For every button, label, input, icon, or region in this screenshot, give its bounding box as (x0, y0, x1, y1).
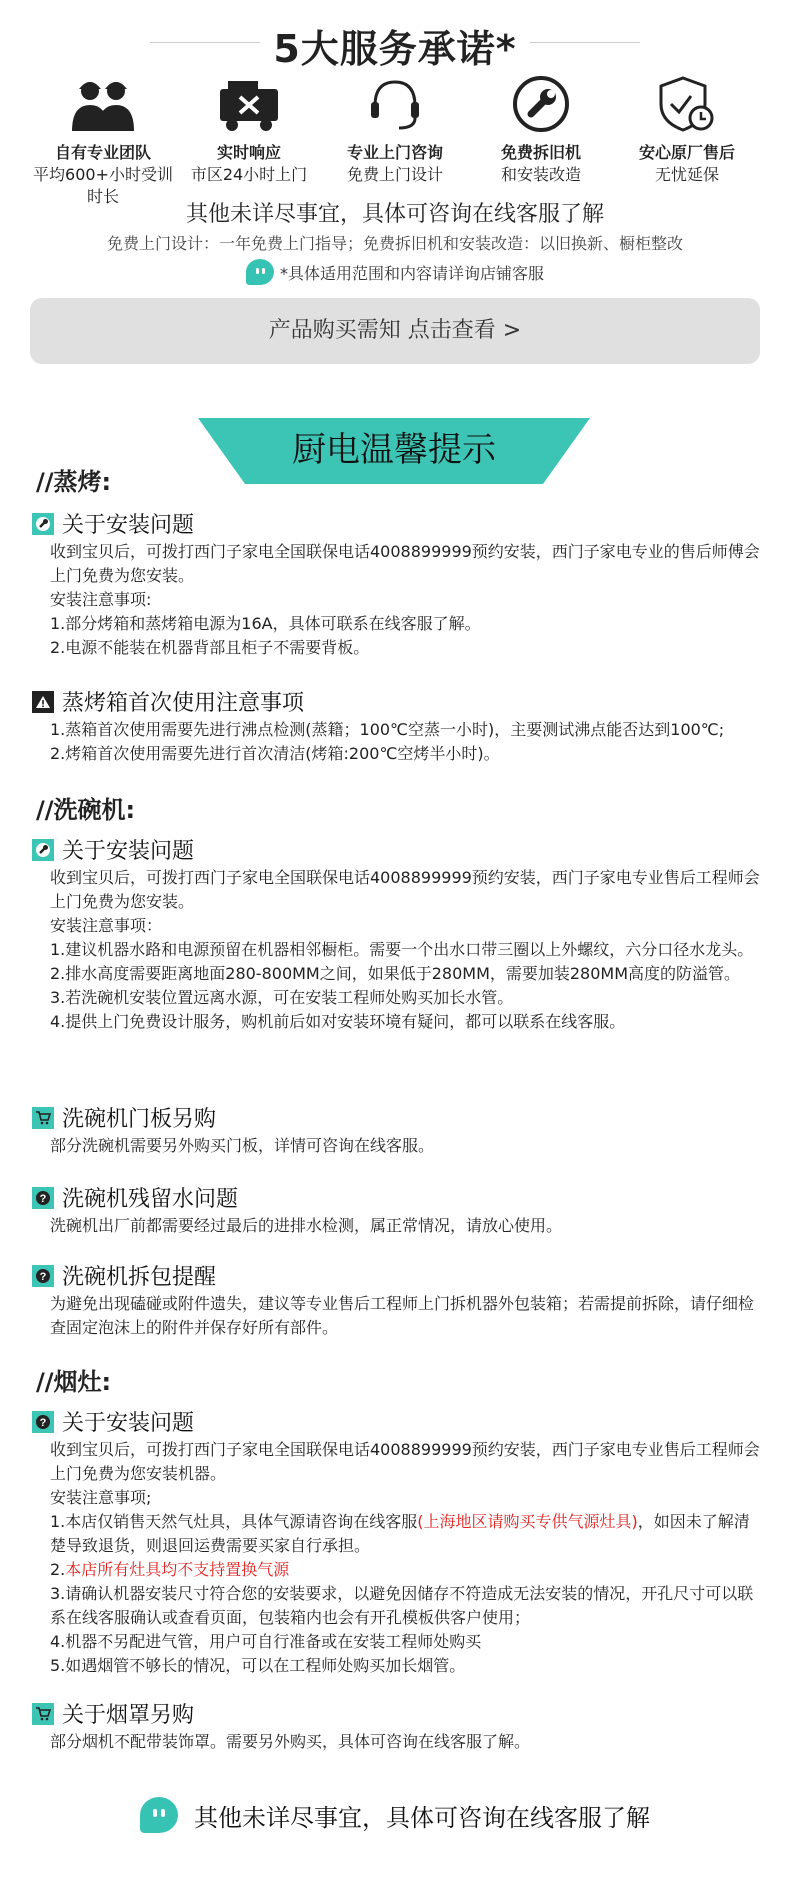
section-header (32, 1260, 216, 1291)
truck-icon (176, 70, 322, 138)
note-item: 3.请确认机器安装尺寸符合您的安装要求，以避免因储存不符造成无法安装的情况，开孔尺寸可以联系在线客服确认或查看页面，包装箱内也会有开孔模板供客户使用； (50, 1584, 754, 1627)
page-title: 5大服务承诺* (273, 27, 517, 71)
footer-contact (0, 1790, 790, 1840)
wrench-icon (32, 513, 54, 535)
paragraph: 收到宝贝后，可拨打西门子家电全国联保电话4008899999预约安装，西门子家电专业售后工程师会上门免费为您安装机器。 (50, 1440, 760, 1483)
svg-text:?: ? (39, 1192, 47, 1205)
section-header (32, 834, 194, 865)
headset-icon (322, 70, 468, 138)
section-header (32, 1182, 238, 1213)
promise-desc: 市区24小时上门 (190, 165, 308, 184)
note-item: 5.如遇烟管不够长的情况，可以在工程师处购买加长烟管。 (50, 1656, 466, 1675)
promise-desc: 平均600+小时受训时长 (33, 165, 173, 206)
note-item: 1.蒸箱首次使用需要先进行沸点检测(蒸籍；100℃空蒸一小时)，主要测试沸点能否达到100℃; (50, 720, 725, 739)
note-item (50, 1510, 760, 1558)
footnote-text: *具体适用范围和内容请详询店铺客服 (279, 263, 544, 283)
notes-label: 安装注意事项： (50, 916, 163, 935)
section-title: 蒸烤箱首次使用注意事项 (62, 691, 305, 716)
note-item (50, 1558, 760, 1582)
notice-main: 其他未详尽事宜，具体可咨询在线客服了解 (185, 202, 604, 227)
note-item: 2.电源不能装在机器背部且柜子不需要背板。 (50, 638, 370, 657)
dish-unpack-text: 为避免出现磕碰或附件遗失，建议等专业售后工程师上门拆机器外包装箱；若需提前拆除，请仔细检查固定泡沫上的附件并保存好所有部件。 (50, 1294, 755, 1337)
section-header (32, 1406, 194, 1437)
section-title: 关于安装问题 (62, 513, 195, 538)
note-item: 3.若洗碗机安装位置远离水源，可在安装工程师处购买加长水管。 (50, 988, 514, 1007)
svg-text:?: ? (39, 1270, 47, 1283)
question-icon (32, 1265, 54, 1287)
banner-title: 厨电温馨提示 (292, 430, 496, 470)
section-header (32, 686, 304, 717)
section-title: 洗碗机门板另购 (62, 1107, 217, 1132)
category-steam: //蒸烤: (36, 468, 112, 496)
note-item: 2.烤箱首次使用需要先进行首次清洁(烤箱:200℃空烤半小时)。 (50, 744, 500, 763)
chat-bubble-icon (140, 1797, 178, 1833)
svg-text:?: ? (39, 1416, 47, 1429)
promise-item (468, 70, 614, 190)
paragraph: 收到宝贝后，可拨打西门子家电全国联保电话4008899999预约安装，西门子家电专业的售后师傅会上门免费为您安装。 (50, 542, 760, 585)
note-item: 1.建议机器水路和电源预留在机器相邻橱柜。需要一个出水口带三圈以上外螺纹，六分口径水龙头。 (50, 940, 754, 959)
promise-item (30, 70, 176, 206)
dish-water-text: 洗碗机出厂前都需要经过最后的进排水检测，属正常情况，请放心使用。 (50, 1216, 563, 1235)
promise-title: 免费拆旧机 (500, 143, 581, 162)
promise-title: 安心原厂售后 (638, 143, 735, 162)
chat-bubble-icon (246, 259, 274, 285)
promise-header (0, 14, 790, 74)
stove-hood-text: 部分烟机不配带装饰罩。需要另外购买，具体可咨询在线客服了解。 (50, 1732, 531, 1751)
warning-icon (32, 691, 54, 713)
promise-item (614, 70, 760, 190)
cart-icon (32, 1703, 54, 1725)
promise-title: 自有专业团队 (54, 143, 151, 162)
wrench-icon (468, 70, 614, 138)
note-text: 1.本店仅销售天然气灶具，具体气源请咨询在线客服 (50, 1512, 418, 1531)
promise-desc: 和安装改造 (500, 165, 581, 184)
note-number: 2. (50, 1560, 66, 1579)
promise-title: 实时响应 (216, 143, 281, 162)
question-icon (32, 1187, 54, 1209)
note-highlight: 本店所有灶具均不支持置换气源 (65, 1560, 290, 1579)
category-dishwasher: //洗碗机: (36, 796, 136, 824)
dish-panel-text: 部分洗碗机需要另外购买门板，详情可咨询在线客服。 (50, 1136, 435, 1155)
note-text: ，如因未了解清楚导致退货，则退回运费需要买家自行承担。 (50, 1512, 750, 1555)
cart-icon (32, 1107, 54, 1129)
stove-install-text (50, 1438, 760, 1678)
tips-banner (198, 418, 590, 484)
promise-list (30, 70, 760, 206)
note-item: 2.排水高度需要距离地面280-800MM之间，如果低于280MM，需要加装280MM高度的防溢管。 (50, 964, 741, 983)
dish-install-text (50, 866, 760, 1034)
notes-label: 安装注意事项: (50, 590, 152, 609)
category-stove: //烟灶: (36, 1368, 112, 1396)
promise-item (322, 70, 468, 190)
section-title: 洗碗机残留水问题 (62, 1187, 239, 1212)
note-item: 4.机器不另配进气管，用户可自行准备或在安装工程师处购买 (50, 1632, 482, 1651)
section-title: 关于烟罩另购 (62, 1703, 195, 1728)
promise-item (176, 70, 322, 190)
section-header (32, 1698, 194, 1729)
section-title: 关于安装问题 (62, 1411, 195, 1436)
steam-install-text (50, 540, 760, 660)
footer-text: 其他未详尽事宜，具体可咨询在线客服了解 (194, 1803, 650, 1832)
note-item: 4.提供上门免费设计服务，购机前后如对安装环境有疑问，都可以联系在线客服。 (50, 1012, 626, 1031)
steam-first-use-text (50, 718, 760, 766)
note-item: 1.部分烤箱和蒸烤箱电源为16A，具体可联系在线客服了解。 (50, 614, 481, 633)
section-title: 关于安装问题 (62, 839, 195, 864)
wrench-icon (32, 839, 54, 861)
section-header (32, 508, 194, 539)
question-icon (32, 1411, 54, 1433)
promise-desc: 无忧延保 (654, 165, 719, 184)
note-highlight: (上海地区请购买专供气源灶具) (417, 1512, 638, 1531)
promise-desc: 免费上门设计 (346, 165, 443, 184)
notes-label: 安装注意事项; (50, 1488, 152, 1507)
promise-title: 专业上门咨询 (346, 143, 443, 162)
shield-clock-icon (614, 70, 760, 138)
paragraph: 收到宝贝后，可拨打西门子家电全国联保电话4008899999预约安装，西门子家电专业售后工程师会上门免费为您安装。 (50, 868, 760, 911)
notice-footnote (0, 256, 790, 288)
purchase-notice-button[interactable]: 产品购买需知 点击查看 > (30, 298, 760, 364)
notice-detail: 免费上门设计：一年免费上门指导；免费拆旧机和安装改造：以旧换新、橱柜整改 (106, 234, 683, 253)
section-header (32, 1102, 216, 1133)
section-title: 洗碗机拆包提醒 (62, 1265, 217, 1290)
team-icon (30, 70, 176, 138)
